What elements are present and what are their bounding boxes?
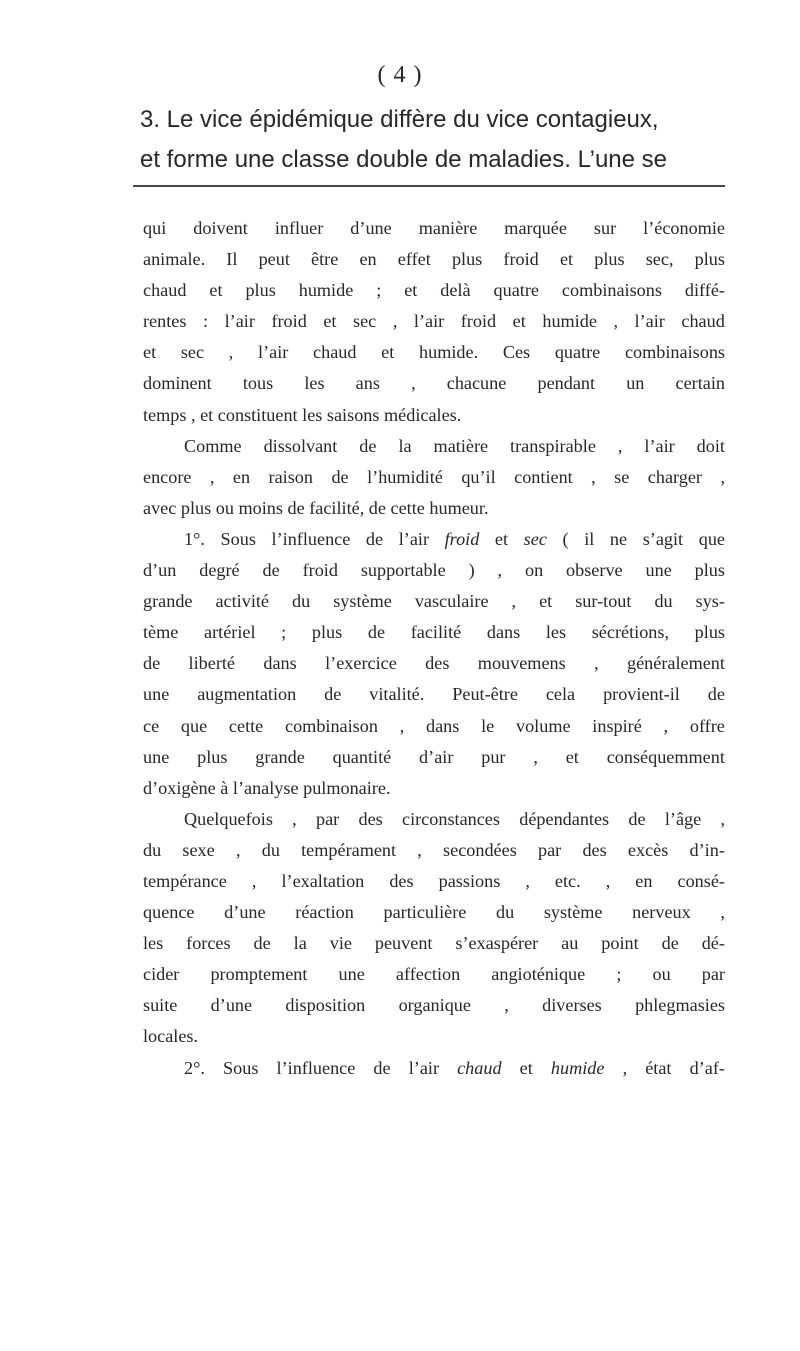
- body-line: tempérance , l’exaltation des passions , etc. , en consé-: [143, 870, 725, 891]
- body-line: animale. Il peut être en effet plus froid et plus sec, plus: [143, 249, 725, 270]
- body-line: chaud et plus humide ; et delà quatre combinaisons diffé-: [143, 280, 725, 301]
- body-line: encore , en raison de l’humidité qu’il contient , se charger ,: [143, 466, 725, 487]
- body-line: 2°. Sous l’influence de l’air chaud et humide , état d’af-: [184, 1057, 725, 1078]
- section-divider: [133, 185, 725, 187]
- body-line: suite d’une disposition organique , diverses phlegmasies: [143, 995, 725, 1016]
- section-heading-line: et forme une classe double de maladies. L’une se: [140, 146, 668, 173]
- body-line: et sec , l’air chaud et humide. Ces quatre combinaisons: [143, 342, 725, 363]
- section-heading-line: 3. Le vice épidémique diffère du vice contagieux,: [140, 106, 659, 133]
- body-line: locales.: [143, 1026, 199, 1047]
- body-line: du sexe , du tempérament , secondées par des excès d’in-: [143, 839, 725, 860]
- body-line: temps , et constituent les saisons médicales.: [143, 404, 462, 425]
- body-line: cider promptement une affection angioténique ; ou par: [143, 964, 725, 985]
- body-line: une augmentation de vitalité. Peut-être cela provient-il de: [143, 684, 725, 705]
- body-line: une plus grande quantité d’air pur , et conséquemment: [143, 746, 725, 767]
- page-number: ( 4 ): [377, 62, 423, 88]
- body-line: dominent tous les ans , chacune pendant un certain: [143, 373, 725, 394]
- body-line: qui doivent influer d’une manière marquée sur l’économie: [143, 218, 725, 238]
- body-line: ce que cette combinaison , dans le volume inspiré , offre: [143, 715, 725, 736]
- body-line: tème artériel ; plus de facilité dans les sécrétions, plus: [143, 622, 725, 643]
- body-line: Comme dissolvant de la matière transpirable , l’air doit: [184, 435, 725, 456]
- body-text: [143, 213, 725, 1084]
- body-line: Quelquefois , par des circonstances dépendantes de l’âge ,: [184, 808, 725, 829]
- section-heading: [140, 100, 730, 180]
- body-line: rentes : l’air froid et sec , l’air froid et humide , l’air chaud: [143, 311, 725, 332]
- body-line: 1°. Sous l’influence de l’air froid et sec ( il ne s’agit que: [184, 528, 725, 549]
- body-line: d’un degré de froid supportable ) , on observe une plus: [143, 560, 725, 581]
- body-line: d’oxigène à l’analyse pulmonaire.: [143, 777, 391, 798]
- body-line: avec plus ou moins de facilité, de cette humeur.: [143, 497, 489, 518]
- body-line: les forces de la vie peuvent s’exaspérer au point de dé-: [143, 933, 725, 954]
- body-line: quence d’une réaction particulière du système nerveux ,: [143, 902, 725, 923]
- body-line: grande activité du système vasculaire , et sur-tout du sys-: [143, 591, 725, 612]
- body-line: de liberté dans l’exercice des mouvemens , généralement: [143, 653, 725, 674]
